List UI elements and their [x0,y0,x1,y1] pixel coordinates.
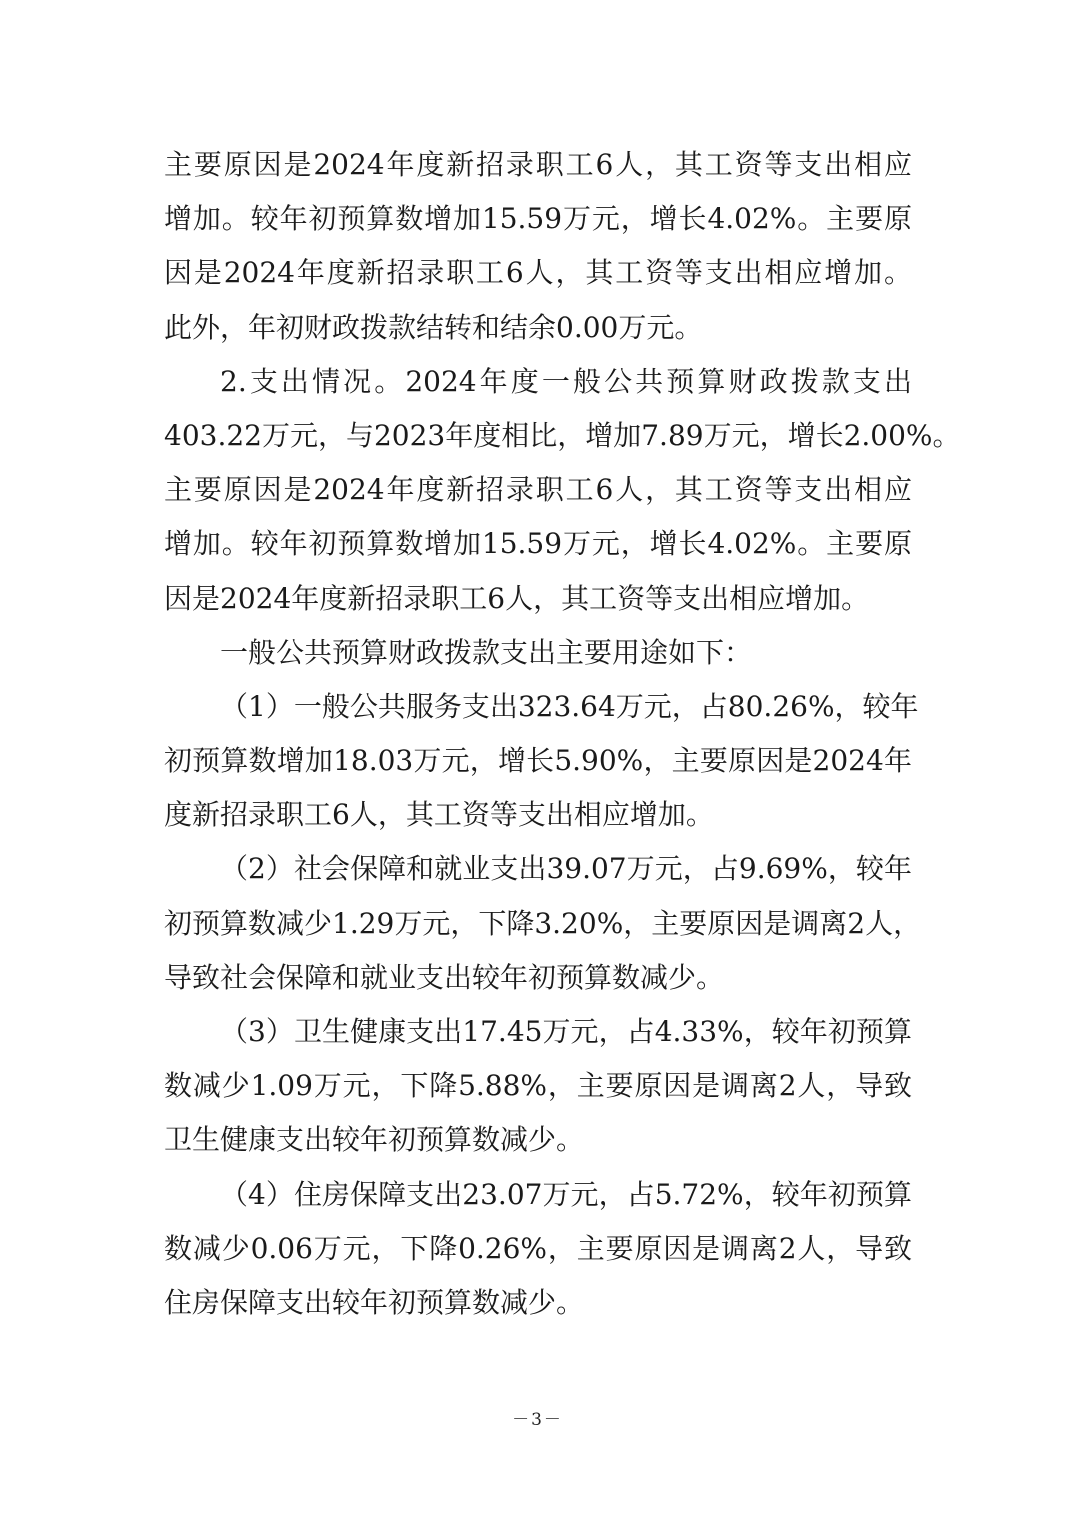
text-line: 数减少1.09万元，下降5.88%，主要原因是调离2人，导致 [164,1069,912,1103]
paragraph-start-line: （3）卫生健康支出17.45万元，占4.33%，较年初预算 [220,1015,912,1048]
text-line: 主要原因是2024年度新招录职工6人，其工资等支出相应 [164,473,912,507]
paragraph-start-line: 一般公共预算财政拨款支出主要用途如下： [220,635,753,669]
text-line: 初预算数增加18.03万元，增长5.90%，主要原因是2024年 [164,744,912,778]
text-line: 增加。较年初预算数增加15.59万元，增长4.02%。主要原 [164,202,912,236]
paragraph-start-line: （4）住房保障支出23.07万元，占5.72%，较年初预算 [220,1177,912,1211]
text-line: 度新招录职工6人，其工资等支出相应增加。 [164,798,714,832]
text-line: 住房保障支出较年初预算数减少。 [164,1285,585,1319]
text-line: 卫生健康支出较年初预算数减少。 [164,1123,585,1157]
paragraph-start-line: （1）一般公共服务支出323.64万元，占80.26%，较年 [220,689,919,723]
paragraph-start-line: （2）社会保障和就业支出39.07万元，占9.69%，较年 [220,852,912,886]
text-line: 数减少0.06万元，下降0.26%，主要原因是调离2人，导致 [164,1231,912,1265]
paragraph-start-line: 2.支出情况。2024年度一般公共预算财政拨款支出 [220,364,912,398]
text-line: 此外，年初财政拨款结转和结余0.00万元。 [164,310,703,344]
page-number: －3－ [512,1410,563,1430]
text-line: 导致社会保障和就业支出较年初预算数减少。 [164,960,725,994]
text-line: 初预算数减少1.29万元，下降3.20%，主要原因是调离2人， [164,906,922,940]
text-line: 403.22万元，与2023年度相比，增加7.89万元，增长2.00%。 [164,418,961,452]
text-line: 因是2024年度新招录职工6人，其工资等支出相应增加。 [164,256,912,290]
text-line: 因是2024年度新招录职工6人，其工资等支出相应增加。 [164,581,870,615]
body-text [164,138,961,1330]
text-line: 主要原因是2024年度新招录职工6人，其工资等支出相应 [164,148,912,181]
text-line: 增加。较年初预算数增加15.59万元，增长4.02%。主要原 [164,527,912,561]
